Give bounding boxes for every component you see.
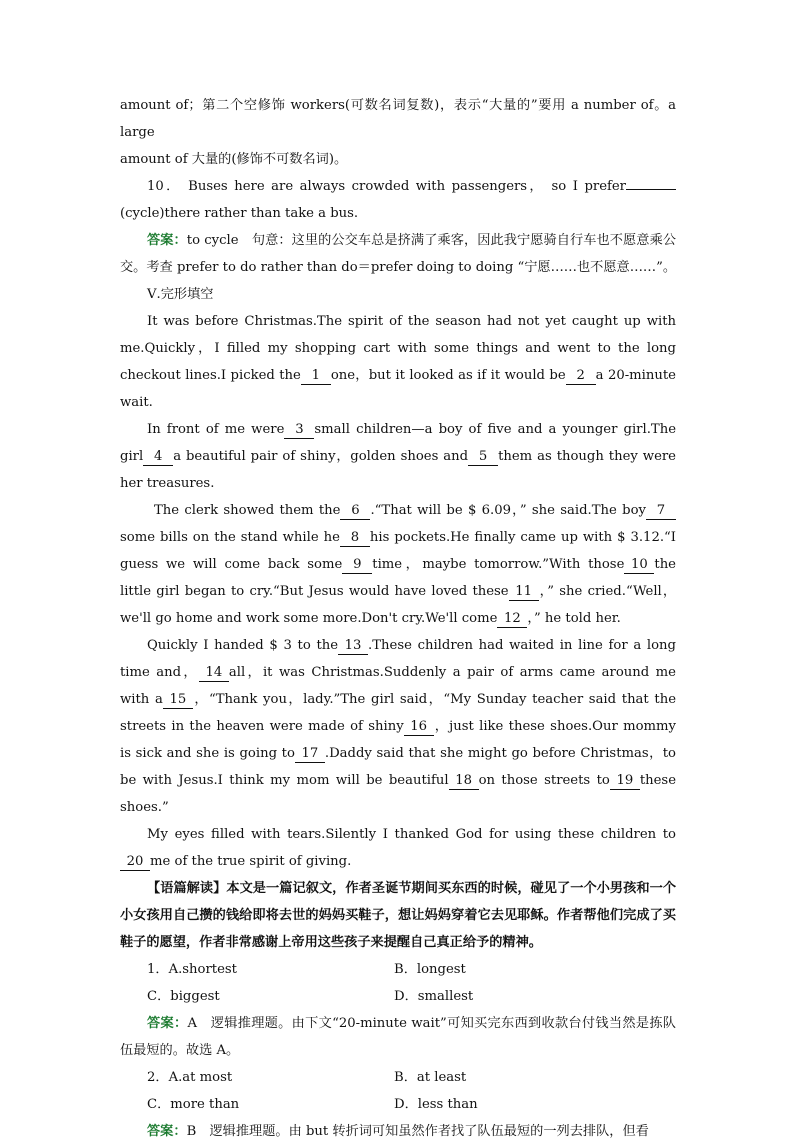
question-2 (120, 1064, 676, 1145)
blank-14[interactable]: 14 (199, 665, 229, 682)
blank-10[interactable]: 10 (624, 557, 654, 574)
blank-5[interactable]: 5 (468, 449, 498, 466)
answer-label: 答案： (147, 1124, 187, 1139)
q2-option-d: D．less than (394, 1097, 478, 1112)
q10-stem: 10． Buses here are always crowded with passengers， so I prefer (147, 179, 626, 194)
q1-answer (120, 1010, 676, 1064)
q9-tail-line1: amount of；第二个空修饰 workers(可数名词复数)，表示“大量的”要用 a number of。a large (120, 98, 676, 140)
answer-label: 答案： (147, 1016, 188, 1031)
passage-paragraph-1: It was before Christmas.The spirit of the season had not yet caught up with me.Quickly，I filled my shopping cart with some things and went to the long checkout lines.I picked the 1 one，but it looked as if it would be 2 a 20-minute wait. (120, 314, 676, 410)
blank-1[interactable]: 1 (301, 368, 331, 385)
passage-paragraph-2: In front of me were 3 small children—a boy of five and a younger girl.The girl 4 a beautiful pair of shiny，golden shoes and 5 them as though they were her treasures. (120, 422, 676, 491)
q2-option-a: 2．A.at most (147, 1070, 233, 1085)
reading-note (120, 875, 676, 956)
blank-8[interactable]: 8 (340, 530, 370, 547)
q10-answer (120, 227, 676, 281)
blank-12[interactable]: 12 (497, 611, 527, 628)
q1-option-d: D．smallest (394, 989, 474, 1004)
q2-answer-text: B 逻辑推理题。由 but 转折词可知虽然作者找了队伍最短的一列去排队，但看 (186, 1124, 649, 1139)
passage-paragraph-4: Quickly I handed $ 3 to the 13 .These children had waited in line for a long time and， 14 all，it was Christmas.Suddenly a pair of arms came around me with a 15 ，“Thank you，lady.”The girl said，“My Sunday teacher said that the streets in the heaven were made of shiny 16 ，just like these shoes.Our mommy is sick and she is going to 17 .Daddy said that she might go before Christmas，to be with Jesus.I think my mom will be beautiful 18 on those streets to 19 these shoes.” (120, 638, 676, 815)
blank-7[interactable]: 7 (646, 503, 676, 520)
question-10 (120, 173, 676, 227)
q9-explanation-tail (120, 92, 676, 173)
q2-option-b: B．at least (394, 1070, 467, 1085)
q2-option-c: C．more than (147, 1097, 240, 1112)
blank-11[interactable]: 11 (509, 584, 539, 601)
blank-13[interactable]: 13 (338, 638, 368, 655)
q1-option-b: B．longest (394, 962, 466, 977)
reading-note-text: 本文是一篇记叙文，作者圣诞节期间买东西的时候，碰见了一个小男孩和一个小女孩用自己攒的钱给即将去世的妈妈买鞋子，想让妈妈穿着它去见耶稣。作者帮他们完成了买鞋子的愿望，作者非常感谢上帝用这些孩子来提醒自己真正给予的精神。 (120, 881, 677, 950)
q9-tail-line2: amount of 大量的(修饰不可数名词)。 (120, 152, 348, 167)
blank-18[interactable]: 18 (449, 773, 479, 790)
blank-19[interactable]: 19 (610, 773, 640, 790)
blank-2[interactable]: 2 (566, 368, 596, 385)
passage-paragraph-5: My eyes filled with tears.Silently I thanked God for using these children to20 me of the true spirit of giving. (120, 821, 676, 875)
blank-3[interactable]: 3 (284, 422, 314, 439)
section-title: Ⅴ.完形填空 (147, 287, 214, 302)
q2-answer (120, 1118, 676, 1145)
document-page (120, 92, 676, 1145)
blank-15[interactable]: 15 (163, 692, 193, 709)
q10-blank[interactable] (626, 189, 676, 190)
question-1 (120, 956, 676, 1064)
blank-17[interactable]: 17 (295, 746, 325, 763)
answer-label: 答案： (147, 233, 187, 248)
blank-4[interactable]: 4 (143, 449, 173, 466)
blank-6[interactable]: 6 (340, 503, 370, 520)
blank-20[interactable]: 20 (120, 854, 150, 871)
reading-note-label: 【语篇解读】 (147, 881, 227, 896)
passage-paragraph-3: The clerk showed them the 6 .“That will be $ 6.09，” she said.The boy 7some bills on the stand while he 8 his pockets.He finally came up with $ 3.12.“I guess we will come back some 9 time，maybe tomorrow.”With those 10 the little girl began to cry.“But Jesus would have loved these 11 ，” she cried.“Well，we'll go home and work some more.Don't cry.We'll come 12 ，” he told her. (120, 503, 677, 626)
q10-answer-text: to cycle 句意：这里的公交车总是挤满了乘客，因此我宁愿骑自行车也不愿意乘公交。考查 prefer to do rather than do＝prefer doing to doing “宁愿……也不愿意……”。 (120, 233, 677, 275)
q10-stem-end: (cycle)there rather than take a bus. (120, 206, 359, 221)
blank-9[interactable]: 9 (342, 557, 372, 574)
q1-answer-text: A 逻辑推理题。由下文“20-minute wait”可知买完东西到收款台付钱当然是拣队伍最短的。故选 A。 (120, 1016, 676, 1058)
q1-option-a: 1．A.shortest (147, 962, 237, 977)
blank-16[interactable]: 16 (404, 719, 434, 736)
q1-option-c: C．biggest (147, 989, 220, 1004)
